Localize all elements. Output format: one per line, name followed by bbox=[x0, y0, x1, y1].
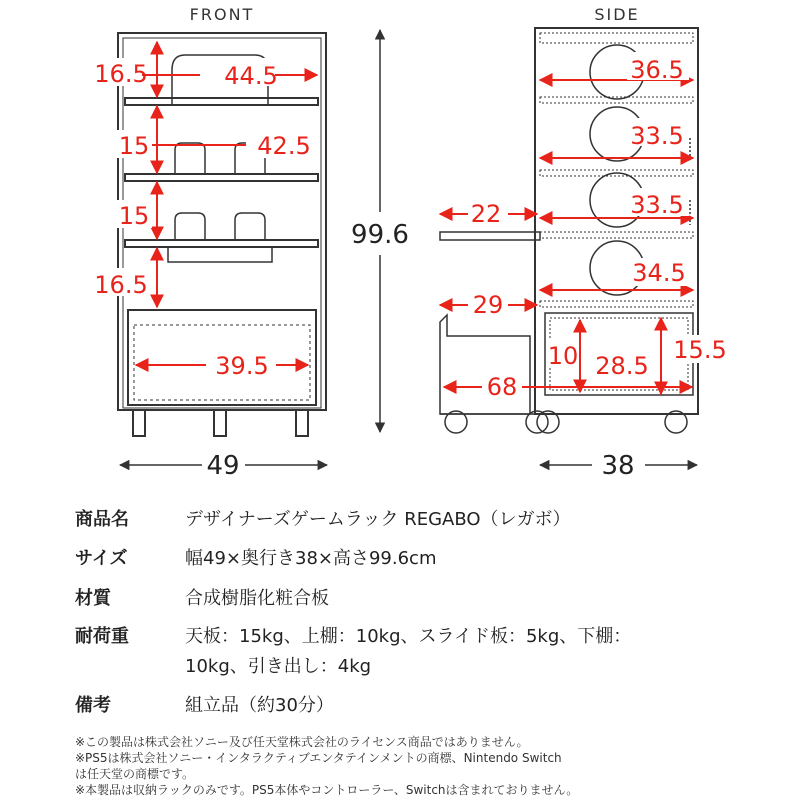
side-depth-bottom: 34.5 bbox=[632, 259, 686, 287]
side-depth-lower: 33.5 bbox=[630, 191, 684, 219]
front-gap-1: 16.5 bbox=[94, 60, 148, 88]
spec-key: 備考 bbox=[75, 695, 111, 716]
side-slide-depth: 22 bbox=[470, 200, 502, 228]
side-depth: 38 bbox=[601, 451, 635, 481]
front-width-drawer: 39.5 bbox=[215, 352, 269, 380]
front-gap-2: 15 bbox=[118, 132, 150, 160]
front-height: 99.6 bbox=[351, 220, 409, 250]
front-title: FRONT bbox=[189, 5, 255, 24]
spec-key: 材質 bbox=[75, 588, 111, 609]
spec-value: 天板：15kg、上棚：10kg、スライド板：5kg、下棚： bbox=[185, 626, 632, 647]
front-gap-3: 15 bbox=[118, 202, 150, 230]
front-dimension-lines bbox=[126, 42, 317, 365]
disclaimer-line: ※本製品は収納ラックのみです。PS5本体やコントローラー、Switchは含まれておりません。 bbox=[75, 783, 579, 797]
side-drawer-offset: 29 bbox=[472, 291, 504, 319]
side-drawer-inner-height: 10 bbox=[547, 342, 579, 370]
disclaimer-line: ※PS5は株式会社ソニー・インタラクティブエンタテインメントの商標、Nintendo Switch bbox=[75, 751, 562, 765]
front-width-top: 44.5 bbox=[224, 62, 278, 90]
spec-value: 合成樹脂化粧合板 bbox=[185, 588, 329, 609]
spec-key: 商品名 bbox=[75, 509, 129, 530]
front-gap-4: 16.5 bbox=[94, 271, 148, 299]
side-rack bbox=[440, 28, 698, 433]
side-depth-upper: 33.5 bbox=[630, 122, 684, 150]
front-width: 49 bbox=[206, 451, 240, 481]
side-drawer-extended: 68 bbox=[486, 373, 518, 401]
spec-key: 耐荷重 bbox=[75, 626, 129, 647]
side-depth-top: 36.5 bbox=[630, 56, 684, 84]
spec-value: 組立品（約30分） bbox=[185, 695, 334, 716]
spec-key: サイズ bbox=[75, 548, 128, 569]
front-width-mid: 42.5 bbox=[257, 132, 311, 160]
disclaimer-line: ※この製品は株式会社ソニー及び任天堂株式会社のライセンス商品ではありません。 bbox=[75, 735, 529, 749]
side-drawer-depth: 28.5 bbox=[595, 352, 649, 380]
side-title: SIDE bbox=[594, 5, 640, 24]
side-dimension-labels bbox=[468, 52, 730, 401]
spec-value: 10kg、引き出し：4kg bbox=[185, 656, 372, 677]
disclaimer-line: は任天堂の商標です。 bbox=[75, 767, 195, 781]
side-drawer-height: 15.5 bbox=[673, 336, 727, 364]
spec-value: デザイナーズゲームラック REGABO（レガボ） bbox=[185, 509, 571, 530]
spec-value: 幅49×奥行き38×高さ99.6cm bbox=[185, 548, 437, 569]
